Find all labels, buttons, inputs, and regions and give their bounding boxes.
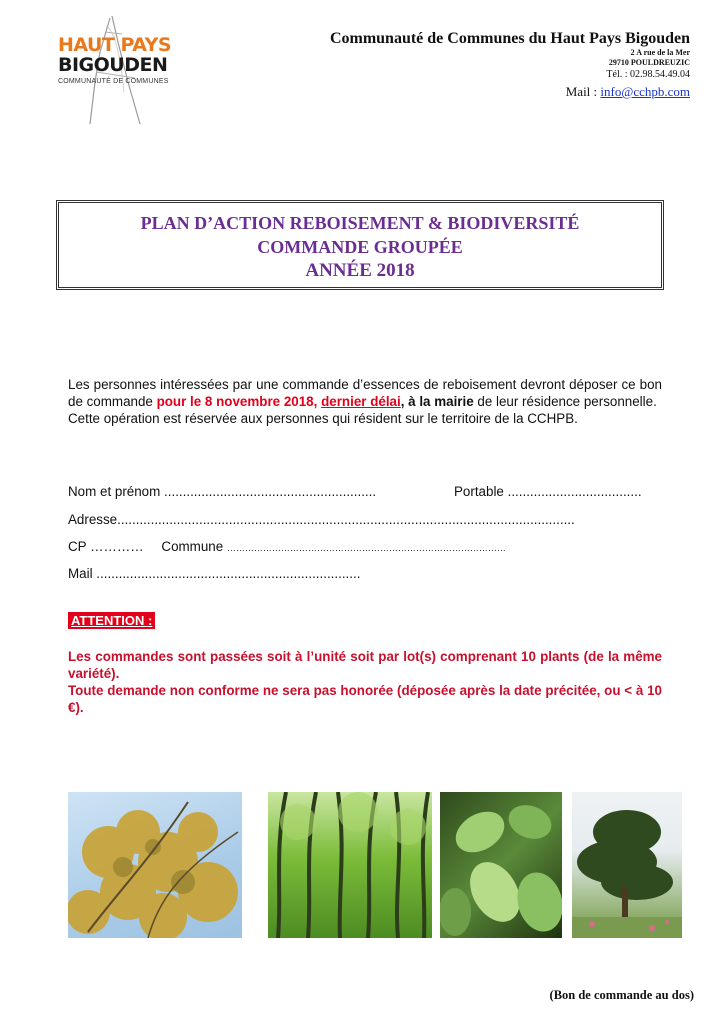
leaves-closeup-icon [440, 792, 562, 938]
logo [40, 12, 180, 126]
address-line: 2 A rue de la Mer [630, 48, 690, 57]
city-line: 29710 POULDREUZIC [608, 58, 690, 67]
birch-tree-photo [68, 792, 242, 938]
intro-text-2: de leur résidence personnelle. [473, 394, 657, 409]
telephone: Tél. : 02.98.54.49.04 [606, 69, 690, 80]
mail-label: Mail : [565, 84, 601, 99]
birch-tree-icon [68, 792, 242, 938]
attention-text [68, 648, 662, 716]
name-field[interactable]: ......................................................... [164, 484, 377, 499]
mail-field-label: Mail [68, 566, 93, 581]
organization-name: Communauté de Communes du Haut Pays Bigouden [329, 30, 690, 47]
cypress-tree-photo [572, 792, 682, 938]
commune-label: Commune [161, 539, 224, 554]
mail-line [330, 83, 690, 100]
mail-field[interactable]: ....................................................................... [96, 566, 361, 581]
title-box [56, 200, 664, 290]
logo-line-1: HAUT PAYS [58, 34, 172, 56]
address-label: Adresse [68, 512, 118, 527]
willow-grove-photo [268, 792, 432, 938]
portable-field[interactable]: .................................... [507, 484, 642, 499]
cp-label: CP [68, 539, 87, 554]
commune-field[interactable]: ………………………………………………………………………………… [226, 543, 506, 553]
form-row-portable [454, 484, 642, 499]
form-row-name [68, 484, 376, 499]
footer-note: (Bon de commande au dos) [549, 988, 694, 1002]
deadline-final: dernier délai [321, 394, 401, 409]
willow-grove-icon [268, 792, 432, 938]
cp-field[interactable]: ………… [90, 539, 144, 554]
intro-text-1: Les personnes intéressées par une commande d’essences de reboisement devront déposer ce bon de commande [68, 377, 662, 409]
logo-line-3: COMMUNAUTÉ DE COMMUNES [58, 78, 169, 85]
mail-link[interactable]: info@cchpb.com [600, 84, 690, 99]
title-line-1: PLAN D’ACTION REBOISEMENT & BIODIVERSITÉ [140, 213, 580, 233]
form-row-address [68, 512, 575, 527]
title-line-2: COMMANDE GROUPÉE [257, 237, 463, 257]
portable-label: Portable [454, 484, 504, 499]
attention-line-1: Les commandes sont passées soit à l’unité soit par lot(s) comprenant 10 plants (de la même variété). [68, 649, 662, 681]
title-line-3: ANNÉE 2018 [305, 260, 415, 281]
deadline-date: pour le 8 novembre 2018 [156, 394, 314, 409]
form-row-mail [68, 566, 360, 581]
intro-paragraph [68, 376, 662, 427]
attention-line-2: Toute demande non conforme ne sera pas honorée (déposée après la date précitée, ou < à 10 €). [68, 683, 662, 715]
logo-line-2: BIGOUDEN [58, 54, 168, 76]
cypress-tree-icon [572, 792, 682, 938]
mairie-text: , à la mairie [400, 394, 474, 409]
deadline-comma: , [313, 394, 322, 409]
attention-label: ATTENTION : [68, 612, 155, 629]
address-field[interactable]: ........................................................................................................................... [117, 512, 575, 527]
form-row-cp [68, 539, 506, 554]
header-contact-block [330, 30, 690, 100]
intro-line-2: Cette opération est réservée aux personnes qui résident sur le territoire de la CCHPB. [68, 411, 578, 426]
leaves-closeup-photo [440, 792, 562, 938]
name-label: Nom et prénom [68, 484, 161, 499]
